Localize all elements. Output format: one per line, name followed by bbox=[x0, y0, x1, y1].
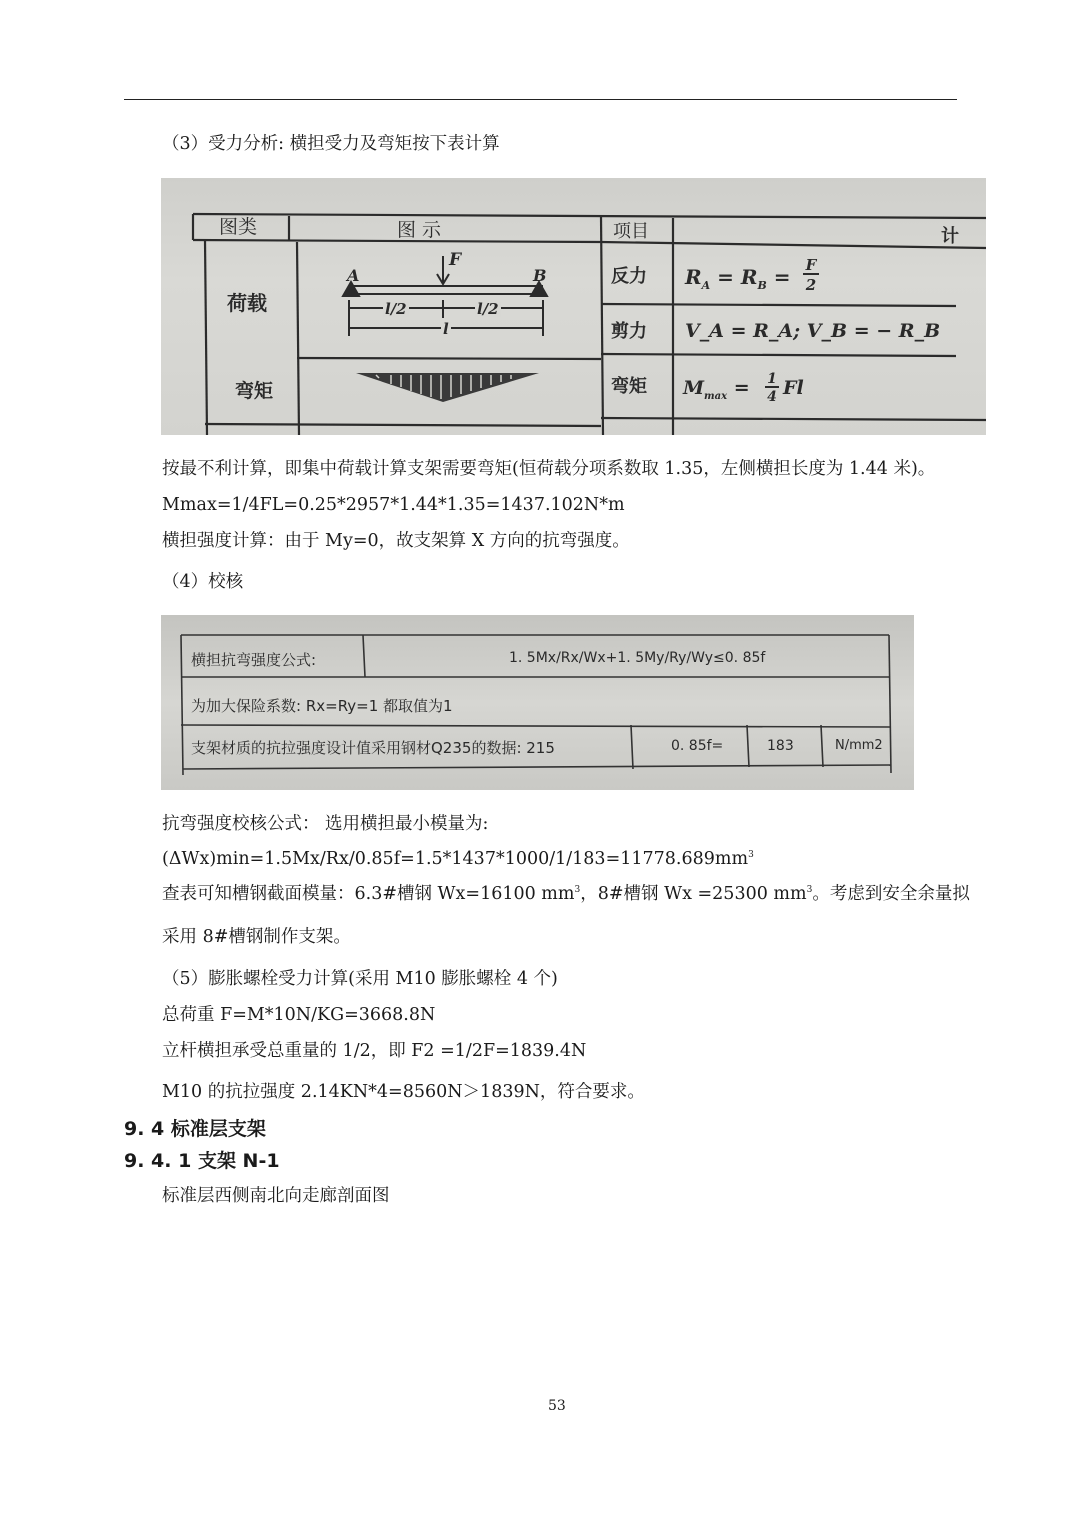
half-span-right-label: l/2 bbox=[477, 300, 499, 318]
page-number: 53 bbox=[548, 1398, 566, 1414]
check-formula-label: 横担抗弯强度公式: bbox=[191, 651, 317, 669]
section-5-line-3: M10 的抗拉强度 2.14KN*4=8560N＞1839N，符合要求。 bbox=[162, 1082, 645, 1102]
q235-strength-note: 支架材质的抗拉强度设计值采用钢材Q235的数据: 215 bbox=[191, 739, 555, 757]
load-table-drawing bbox=[161, 178, 986, 435]
heading-9-4: 9. 4 标准层支架 bbox=[124, 1118, 266, 1140]
support-a-label: A bbox=[347, 266, 360, 285]
col-type-header: 图类 bbox=[219, 216, 258, 238]
support-b-label: B bbox=[533, 266, 547, 285]
span-label: l bbox=[443, 320, 449, 338]
moment-formula: $M_{max}$ = bbox=[683, 377, 750, 402]
item-moment: 弯矩 bbox=[611, 376, 647, 397]
item-reaction: 反力 bbox=[611, 266, 647, 287]
strength-unit: N/mm2 bbox=[835, 738, 883, 753]
reduced-strength-value: 183 bbox=[767, 738, 794, 754]
paragraph-strength: 横担强度计算：由于 My=0，故支架算 X 方向的抗弯强度。 bbox=[162, 531, 630, 551]
section-5-line-2: 立杆横担承受总重量的 1/2，即 F2 =1/2F=1839.4N bbox=[162, 1041, 587, 1061]
header-rule bbox=[124, 99, 957, 100]
check-table-photo bbox=[161, 615, 914, 790]
moment-numerator: 1 bbox=[765, 372, 779, 388]
col-calc-header: 计 bbox=[941, 226, 959, 247]
half-span-left-label: l/2 bbox=[385, 300, 407, 318]
shear-formula: V_A = R_A; V_B = − R_B bbox=[685, 320, 941, 342]
reduced-strength-label: 0. 85f= bbox=[671, 738, 724, 754]
paragraph-worst-case: 按最不利计算，即集中荷载计算支架需要弯矩(恒荷载分项系数取 1.35，左侧横担长度为 1.44 米)。 bbox=[162, 459, 936, 479]
load-table-photo bbox=[161, 178, 986, 435]
figure-caption: 标准层西侧南北向走廊剖面图 bbox=[162, 1186, 390, 1206]
safety-factor-note: 为加大保险系数: Rx=Ry=1 都取值为1 bbox=[191, 697, 453, 715]
section-5-heading: （5）膨胀螺栓受力计算(采用 M10 膨胀螺栓 4 个) bbox=[162, 969, 558, 989]
row-load-label: 荷载 bbox=[227, 291, 267, 315]
check-line-2: $(\Delta Wx)\min=1.5Mx/Rx/0.85f=1.5*1437*1000/1/183=11778.689mm^3$ bbox=[162, 849, 754, 869]
section-4-heading: （4）校核 bbox=[162, 572, 244, 592]
item-shear: 剪力 bbox=[611, 321, 647, 342]
check-formula-value: 1. 5Mx/Rx/Wx+1. 5My/Ry/Wy≤0. 85f bbox=[509, 650, 766, 666]
section-5-line-1: 总荷重 F=M*10N/KG=3668.8N bbox=[162, 1005, 436, 1025]
paragraph-mmax: Mmax=1/4FL=0.25*2957*1.44*1.35=1437.102N*m bbox=[162, 495, 625, 515]
heading-9-4-1: 9. 4. 1 支架 N-1 bbox=[124, 1150, 280, 1172]
moment-rhs: Fl bbox=[783, 377, 804, 399]
col-item-header: 项目 bbox=[613, 221, 649, 242]
reaction-numerator: F bbox=[803, 258, 819, 275]
moment-denominator: 4 bbox=[767, 389, 777, 405]
col-diagram-header: 图 示 bbox=[397, 219, 442, 241]
section-3-heading: （3）受力分析: 横担受力及弯矩按下表计算 bbox=[162, 134, 500, 154]
check-line-1: 抗弯强度校核公式： 选用横担最小模量为: bbox=[162, 814, 489, 834]
reaction-formula: $R_A = R_B$ = bbox=[685, 265, 791, 292]
reaction-denominator: 2 bbox=[805, 276, 817, 294]
check-line-4: 采用 8#槽钢制作支架。 bbox=[162, 927, 351, 947]
force-label: F bbox=[449, 250, 462, 270]
row-moment-label: 弯矩 bbox=[235, 380, 274, 402]
check-line-3: 查表可知槽钢截面模量：6.3#槽钢 Wx=16100 $mm^3$，8#槽钢 Wx =25300 $mm^3$。考虑到安全余量拟 bbox=[162, 884, 970, 904]
